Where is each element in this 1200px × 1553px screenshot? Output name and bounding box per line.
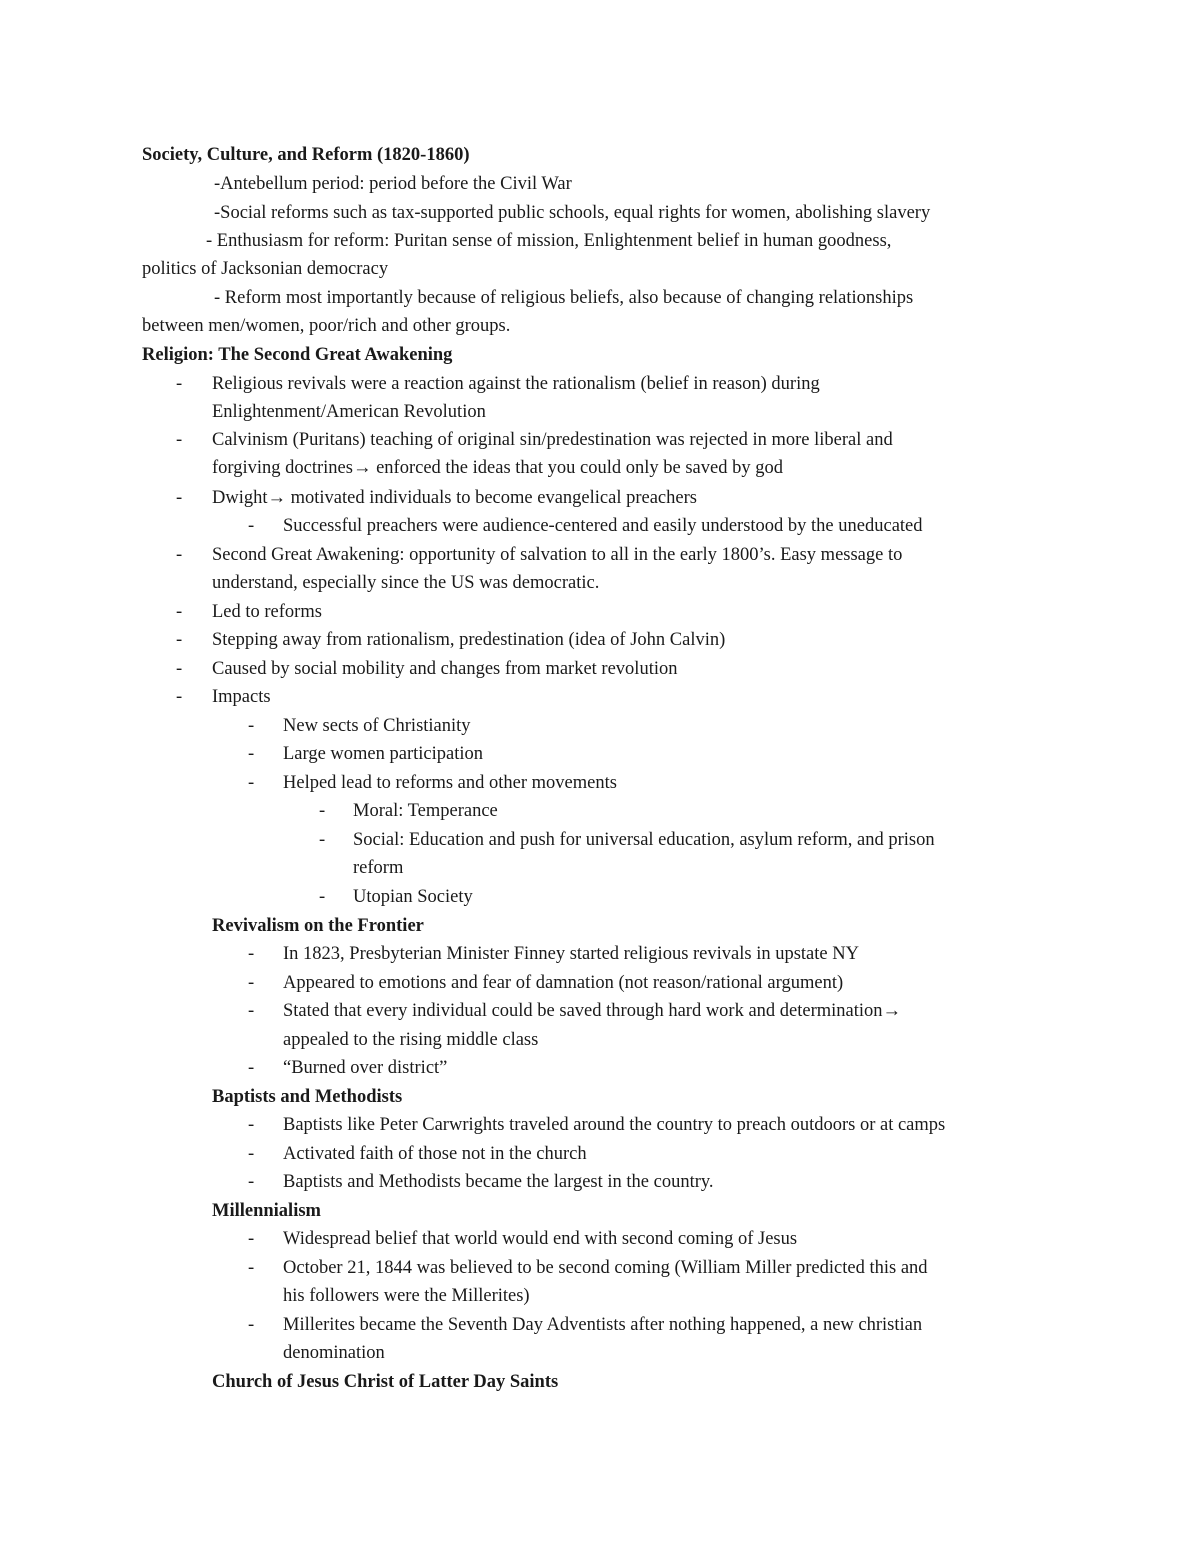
page-title: Society, Culture, and Reform (1820-1860) xyxy=(142,145,470,165)
list-subitem: “Burned over district” xyxy=(283,1058,448,1078)
intro-line: - Enthusiasm for reform: Puritan sense of mission, Enlightenment belief in human goodness, xyxy=(206,231,892,251)
list-subitem: Activated faith of those not in the church xyxy=(283,1144,587,1164)
bullet-dash: - xyxy=(248,1144,255,1164)
bullet-dash: - xyxy=(248,516,255,536)
intro-line: between men/women, poor/rich and other groups. xyxy=(142,316,511,336)
bullet-dash: - xyxy=(248,1115,255,1135)
list-item: Calvinism (Puritans) teaching of original sin/predestination was rejected in more liberal and xyxy=(212,430,893,450)
list-subitem-continuation: denomination xyxy=(283,1343,385,1363)
intro-line: -Antebellum period: period before the Civil War xyxy=(214,174,572,194)
list-subsubitem: Utopian Society xyxy=(353,887,473,907)
bullet-dash: - xyxy=(248,744,255,764)
intro-line: - Reform most importantly because of religious beliefs, also because of changing relationships xyxy=(214,288,914,308)
bullet-dash: - xyxy=(176,659,183,679)
section-heading-millennialism: Millennialism xyxy=(212,1201,321,1221)
bullet-dash: - xyxy=(176,545,183,565)
bullet-dash: - xyxy=(248,1058,255,1078)
bullet-dash: - xyxy=(176,488,183,508)
intro-line: politics of Jacksonian democracy xyxy=(142,259,389,279)
list-subsubitem-continuation: reform xyxy=(353,858,404,878)
bullet-dash: - xyxy=(319,801,326,821)
list-subitem: Widespread belief that world would end with second coming of Jesus xyxy=(283,1229,798,1249)
bullet-dash: - xyxy=(176,374,183,394)
list-item-continuation: Enlightenment/American Revolution xyxy=(212,402,486,422)
bullet-dash: - xyxy=(248,1229,255,1249)
list-item: Impacts xyxy=(212,687,271,707)
list-subitem: Large women participation xyxy=(283,744,484,764)
list-subsubitem: Moral: Temperance xyxy=(353,801,498,821)
bullet-dash: - xyxy=(176,602,183,622)
list-subitem: Appeared to emotions and fear of damnation (not reason/rational argument) xyxy=(283,973,844,993)
list-item-continuation: forgiving doctrines→ enforced the ideas that you could only be saved by god xyxy=(212,458,783,478)
list-subsubitem: Social: Education and push for universal education, asylum reform, and prison xyxy=(353,830,935,850)
bullet-dash: - xyxy=(248,773,255,793)
bullet-dash: - xyxy=(248,716,255,736)
list-subitem-continuation: appealed to the rising middle class xyxy=(283,1030,539,1050)
list-subitem: Baptists like Peter Carwrights traveled around the country to preach outdoors or at camps xyxy=(283,1115,946,1135)
list-subitem: October 21, 1844 was believed to be second coming (William Miller predicted this and xyxy=(283,1258,928,1278)
intro-line: -Social reforms such as tax-supported public schools, equal rights for women, abolishing slavery xyxy=(214,203,931,223)
section-heading-revivalism: Revivalism on the Frontier xyxy=(212,916,424,936)
list-item: Religious revivals were a reaction against the rationalism (belief in reason) during xyxy=(212,374,820,394)
list-subitem: Baptists and Methodists became the largest in the country. xyxy=(283,1172,714,1192)
bullet-dash: - xyxy=(319,887,326,907)
bullet-dash: - xyxy=(248,1172,255,1192)
list-item: Led to reforms xyxy=(212,602,322,622)
list-subitem: Millerites became the Seventh Day Adventists after nothing happened, a new christian xyxy=(283,1315,923,1335)
bullet-dash: - xyxy=(248,1258,255,1278)
list-item: Stepping away from rationalism, predestination (idea of John Calvin) xyxy=(212,630,726,650)
list-subitem: Stated that every individual could be saved through hard work and determination→ xyxy=(283,1001,902,1021)
bullet-dash: - xyxy=(248,944,255,964)
list-subitem-continuation: his followers were the Millerites) xyxy=(283,1286,530,1306)
list-subitem: New sects of Christianity xyxy=(283,716,471,736)
bullet-dash: - xyxy=(248,1315,255,1335)
list-item: Second Great Awakening: opportunity of salvation to all in the early 1800’s. Easy message to xyxy=(212,545,903,565)
section-heading-religion: Religion: The Second Great Awakening xyxy=(142,345,453,365)
bullet-dash: - xyxy=(248,1001,255,1021)
list-item: Dwight→ motivated individuals to become evangelical preachers xyxy=(212,488,697,508)
list-item: Caused by social mobility and changes from market revolution xyxy=(212,659,678,679)
bullet-dash: - xyxy=(319,830,326,850)
bullet-dash: - xyxy=(176,630,183,650)
bullet-dash: - xyxy=(176,687,183,707)
list-item-continuation: understand, especially since the US was democratic. xyxy=(212,573,600,593)
list-subitem: Helped lead to reforms and other movements xyxy=(283,773,617,793)
list-subitem: Successful preachers were audience-centered and easily understood by the uneducated xyxy=(283,516,923,536)
bullet-dash: - xyxy=(248,973,255,993)
section-heading-lds: Church of Jesus Christ of Latter Day Saints xyxy=(212,1372,559,1392)
section-heading-baptists: Baptists and Methodists xyxy=(212,1087,403,1107)
bullet-dash: - xyxy=(176,430,183,450)
list-subitem: In 1823, Presbyterian Minister Finney started religious revivals in upstate NY xyxy=(283,944,859,964)
